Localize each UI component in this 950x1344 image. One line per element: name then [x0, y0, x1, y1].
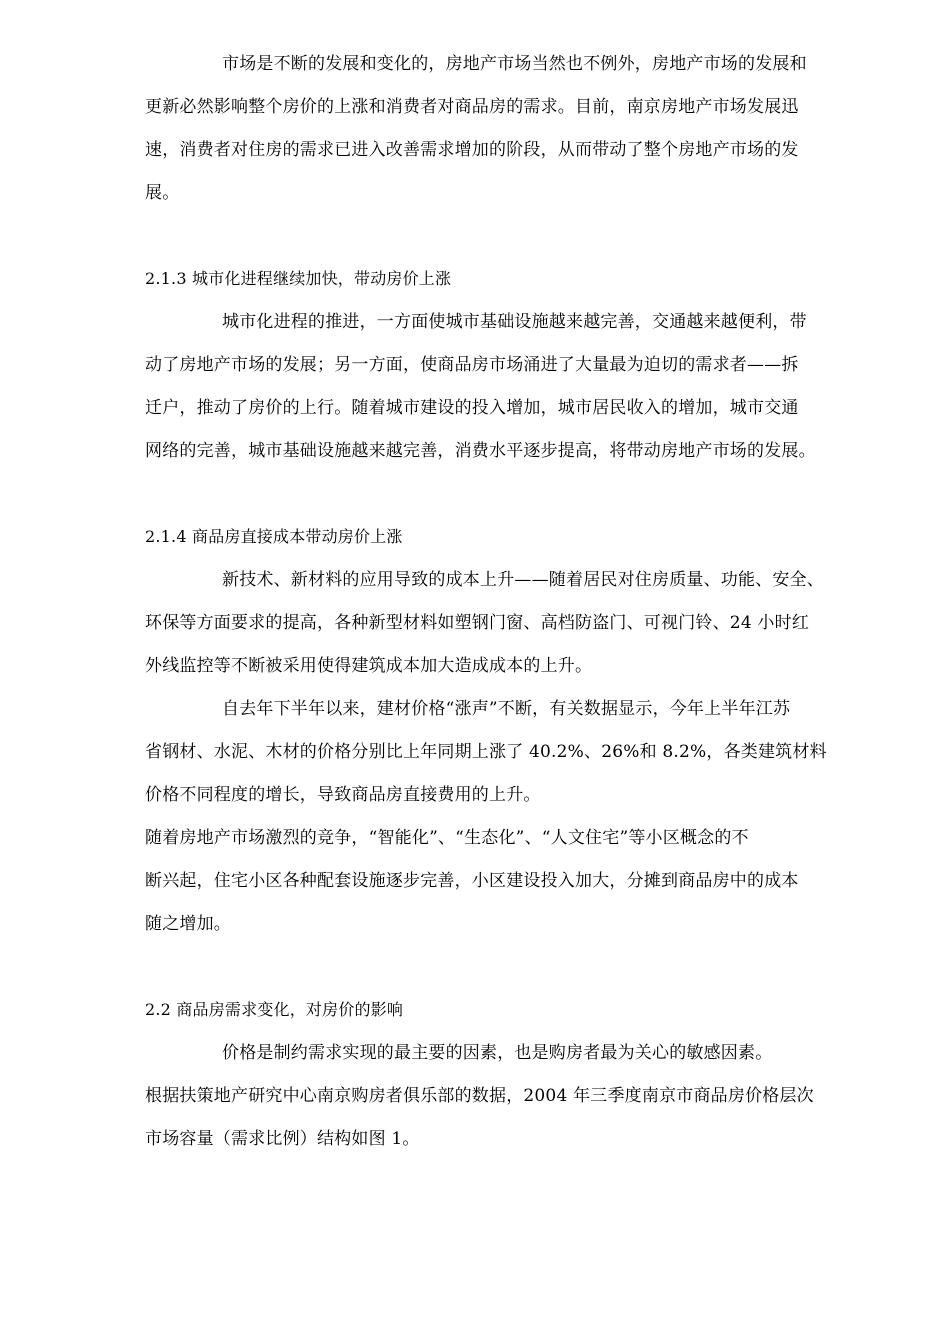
paragraph-line: 迁户，推动了房价的上行。随着城市建设的投入增加，城市居民收入的增加，城市交通	[145, 398, 799, 418]
section-heading: 2.2 商品房需求变化，对房价的影响	[145, 1000, 404, 1019]
paragraph-line: 展。	[145, 183, 180, 203]
paragraph-line: 根据扶策地产研究中心南京购房者俱乐部的数据，2004 年三季度南京市商品房价格层次	[145, 1086, 814, 1106]
paragraph-line: 速，消费者对住房的需求已进入改善需求增加的阶段，从而带动了整个房地产市场的发	[145, 140, 799, 160]
paragraph-line: 市场是不断的发展和变化的，房地产市场当然也不例外，房地产市场的发展和	[222, 54, 807, 74]
paragraph-line: 随着房地产市场激烈的竞争，“智能化”、“生态化”、“人文住宅”等小区概念的不	[145, 828, 749, 848]
paragraph-line: 自去年下半年以来，建材价格“涨声”不断，有关数据显示，今年上半年江苏	[222, 699, 791, 719]
paragraph-line: 网络的完善，城市基础设施越来越完善，消费水平逐步提高，将带动房地产市场的发展。	[145, 441, 816, 461]
paragraph-line: 断兴起，住宅小区各种配套设施逐步完善，小区建设投入加大，分摊到商品房中的成本	[145, 871, 799, 891]
paragraph-line: 城市化进程的推进，一方面使城市基础设施越来越完善，交通越来越便利，带	[222, 312, 807, 332]
paragraph-line: 更新必然影响整个房价的上涨和消费者对商品房的需求。目前，南京房地产市场发展迅	[145, 97, 799, 117]
section-heading: 2.1.4 商品房直接成本带动房价上涨	[145, 527, 403, 546]
paragraph-line: 环保等方面要求的提高，各种新型材料如塑钢门窗、高档防盗门、可视门铃、24 小时红	[145, 613, 810, 633]
paragraph-line: 市场容量（需求比例）结构如图 1。	[145, 1129, 420, 1149]
section-heading: 2.1.3 城市化进程继续加快，带动房价上涨	[145, 269, 452, 288]
paragraph-line: 价格不同程度的增长，导致商品房直接费用的上升。	[145, 785, 541, 805]
paragraph-line: 省钢材、水泥、木材的价格分别比上年同期上涨了 40.2%、26%和 8.2%，各类建筑材料	[145, 742, 827, 762]
paragraph-line: 价格是制约需求实现的最主要的因素，也是购房者最为关心的敏感因素。	[222, 1043, 773, 1063]
paragraph-line: 随之增加。	[145, 914, 231, 934]
paragraph-line: 动了房地产市场的发展；另一方面，使商品房市场涌进了大量最为迫切的需求者——拆	[145, 355, 799, 375]
paragraph-line: 外线监控等不断被采用使得建筑成本加大造成成本的上升。	[145, 656, 593, 676]
paragraph-line: 新技术、新材料的应用导致的成本上升——随着居民对住房质量、功能、安全、	[222, 570, 824, 590]
